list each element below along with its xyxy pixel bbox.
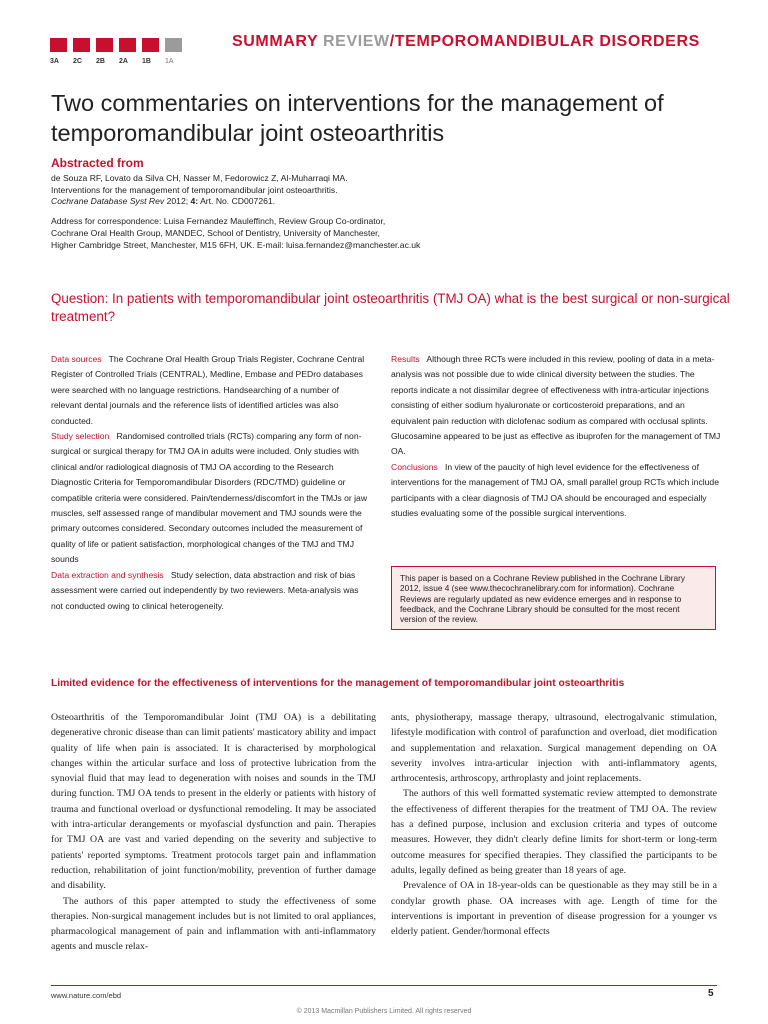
- question-heading: Question: In patients with temporomandibular joint osteoarthritis (TMJ OA) what is the best surgical or non-surgical treatment?: [51, 291, 730, 324]
- evidence-level-1b: [142, 38, 159, 65]
- level-label: 1B: [142, 58, 151, 65]
- extraction-label: Data extraction and synthesis: [51, 569, 164, 580]
- footer-url-link[interactable]: www.nature.com/ebd: [51, 991, 122, 1000]
- commentary-right-column: [391, 710, 717, 939]
- level-label: 3A: [50, 58, 59, 65]
- results-text: Although three RCTs were included in this review, pooling of data in a meta-analysis was not possible due to wide clinical diversity between the studies. The reports indicate a not dissimilar degree of effectiveness with intra-articular injections consisting of either sodium hyaluronate or corticosteroid preparations, and an equivalent pain reduction with diclofenac sodium as compared with occlusal splints. Glucosamine appeared to be just as effective as ibuprofen for the management of TMJ OA.: [391, 354, 721, 457]
- evidence-level-scale: [50, 38, 182, 65]
- paper-title: Interventions for the management of temporomandibular joint osteoarthritis.: [51, 184, 338, 195]
- commentary-paragraph: The authors of this well formatted systematic review attempted to demonstrate the effectiveness of different therapies for the treatment of TMJ OA. The review has a defined purpose, inclusion and exclusion criteria and types of outcome measures. However, they didn't clearly define limits for short-term or long-term outcome measures for specified therapies. They classified the participants to be adults, legally defined as being greater than 18 years of age.: [391, 788, 717, 876]
- page-number: 5: [708, 988, 714, 999]
- level-square: [165, 38, 182, 52]
- section-title-topic: /TEMPOROMANDIBULAR DISORDERS: [389, 33, 700, 50]
- cochrane-note-box: This paper is based on a Cochrane Review published in the Cochrane Library 2012, issue 4 (see www.thecochranelibrary.com for information). Cochrane Reviews are regularly updated as new evidence emerges and in response to feedback, and the Cochrane Library should be consulted for the most recent version of the review.: [391, 566, 716, 630]
- level-square: [73, 38, 90, 52]
- data-sources-label: Data sources: [51, 354, 102, 364]
- level-square: [142, 38, 159, 52]
- address-line: Higher Cambridge Street, Manchester, M15 6FH, UK. E-mail: luisa.fernandez@manchester.ac.uk: [51, 239, 421, 250]
- extraction-paragraph: [51, 568, 371, 614]
- conclusions-paragraph: [391, 460, 721, 522]
- study-selection-paragraph: [51, 429, 371, 568]
- commentary-heading: Limited evidence for the effectiveness of interventions for the management of temporomandibular joint osteoarthritis: [51, 678, 625, 689]
- commentary-paragraph: Prevalence of OA in 18-year-olds can be questionable as they may still be in a condylar growth phase. OA increases with age. Length of time for the interventions is important in prevention of disease progression for a younger vs elderly patient. Gender/hormonal effects: [391, 880, 717, 938]
- level-square: [119, 38, 136, 52]
- address-line: Address for correspondence: Luisa Fernandez Mauleffinch, Review Group Co-ordinator,: [51, 216, 386, 227]
- evidence-level-1a: [165, 38, 182, 65]
- abstract-right-column: [391, 352, 721, 521]
- level-square: [96, 38, 113, 52]
- copyright-notice: © 2013 Macmillan Publishers Limited. All rights reserved: [296, 1008, 472, 1015]
- evidence-level-3a: [50, 38, 67, 65]
- commentary-paragraph: The authors of this paper attempted to study the effectiveness of some therapies. Non-surgical management includes but is not limited to oral appliances, pharmacological management of pain and inflammation with anti-inflammatory agents and muscle relax-: [51, 895, 376, 953]
- extraction-text: Study selection, data abstraction and risk of bias assessment were carried out independently by two reviewers. Meta-analysis was not conducted owing to clinical heterogeneity.: [51, 569, 359, 611]
- results-paragraph: [391, 352, 721, 460]
- commentary-paragraph: Osteoarthritis of the Temporomandibular Joint (TMJ OA) is a debilitating degenerative chronic disease than can limit patients' masticatory ability and impact quality of life when pain is associated. It is characterised by morphological changes within the articular surface and loss of protective lubrication from the synovial fluid that may lead to degeneration with noises and sounds in the TMJ during function. TMJ OA tends to present in the elderly or patients with history of trauma and functional overload or dysfunctional remodeling. It may be associated with intra-articular derangements or myofascial dysfunction and pain. Therapies for TMJ OA are vast and varied depending on the severity and subjective to patients' reported symptoms. Treatment protocols target pain and inflammation reduction, rehabilitation of joint function/mobility, prevention of further damage and disability.: [51, 712, 376, 892]
- conclusions-label: Conclusions: [391, 461, 438, 472]
- study-selection-label: Study selection: [51, 431, 110, 442]
- section-title-summary: SUMMARY: [232, 33, 318, 50]
- reference-block: [51, 173, 741, 251]
- results-label: Results: [391, 354, 420, 364]
- data-sources-paragraph: [51, 352, 371, 429]
- journal-name: Cochrane Database Syst Rev: [51, 196, 165, 207]
- citation: [51, 196, 741, 208]
- level-label: 1A: [165, 58, 174, 65]
- section-title-review: REVIEW: [323, 33, 390, 50]
- level-label: 2C: [73, 58, 82, 65]
- citation-volume: 4:: [190, 196, 199, 207]
- abstract-left-column: [51, 352, 371, 614]
- commentary-left-column: [51, 710, 376, 955]
- conclusions-text: In view of the paucity of high level evidence for the effectiveness of interventions for the management of TMJ OA, small parallel group RCTs which include participants with a clear diagnosis of TMJ OA should be encouraged and especially studies evaluating some of the possible surgical interventions.: [391, 461, 719, 519]
- level-label: 2B: [96, 58, 105, 65]
- evidence-level-2c: [73, 38, 90, 65]
- citation-article-number: Art. No. CD007261.: [198, 196, 276, 207]
- study-selection-text: Randomised controlled trials (RCTs) comparing any form of non-surgical or surgical therapy for TMJ OA in adults were included. Only studies with clinical and/or radiological diagnosis of TMJ OA according to the Research Diagnostic Criteria for Temporomandibular Disorders (RDC/TMD) guideline or compatible criteria were considered. Pain/tenderness/discomfort in the TMJs or jaw muscles, self assessed range of mandibular movement and TMJ sounds were the primary outcomes considered. Secondary outcomes included the measurement of quality of life or patient satisfaction, morphological changes of the TMJ and TMJ sounds: [51, 431, 368, 565]
- section-title: [232, 33, 700, 51]
- evidence-level-2a: [119, 38, 136, 65]
- abstracted-from-heading: Abstracted from: [51, 156, 144, 170]
- level-label: 2A: [119, 58, 128, 65]
- citation-year: 2012;: [164, 196, 191, 207]
- authors: de Souza RF, Lovato da Silva CH, Nasser M, Fedorowicz Z, Al-Muharraqi MA.: [51, 173, 348, 183]
- address-line: Cochrane Oral Health Group, MANDEC, School of Dentistry, University of Manchester,: [51, 227, 380, 238]
- footer-divider: [51, 985, 717, 986]
- commentary-paragraph: ants, physiotherapy, massage therapy, ultrasound, electrogalvanic stimulation, lifestyle modification with control of parafunction and overload, diet modification and supplementation and relaxation. Surgical management depending on OA severity involves intra-articular injection with anti-inflammatory agents, arthrocentesis, arthroscopy, arthroplasty and joint replacements.: [391, 712, 717, 785]
- data-sources-text: The Cochrane Oral Health Group Trials Register, Cochrane Central Register of Controlled Trials (CENTRAL), Medline, Embase and PEDro databases were searched with no language restrictions. Handsearching of a number of relevant dental journals and the reference lists of identified articles was also conducted.: [51, 354, 365, 426]
- level-square: [50, 38, 67, 52]
- evidence-level-2b: [96, 38, 113, 65]
- article-title: Two commentaries on interventions for the management of temporomandibular joint osteoarthritis: [51, 90, 664, 146]
